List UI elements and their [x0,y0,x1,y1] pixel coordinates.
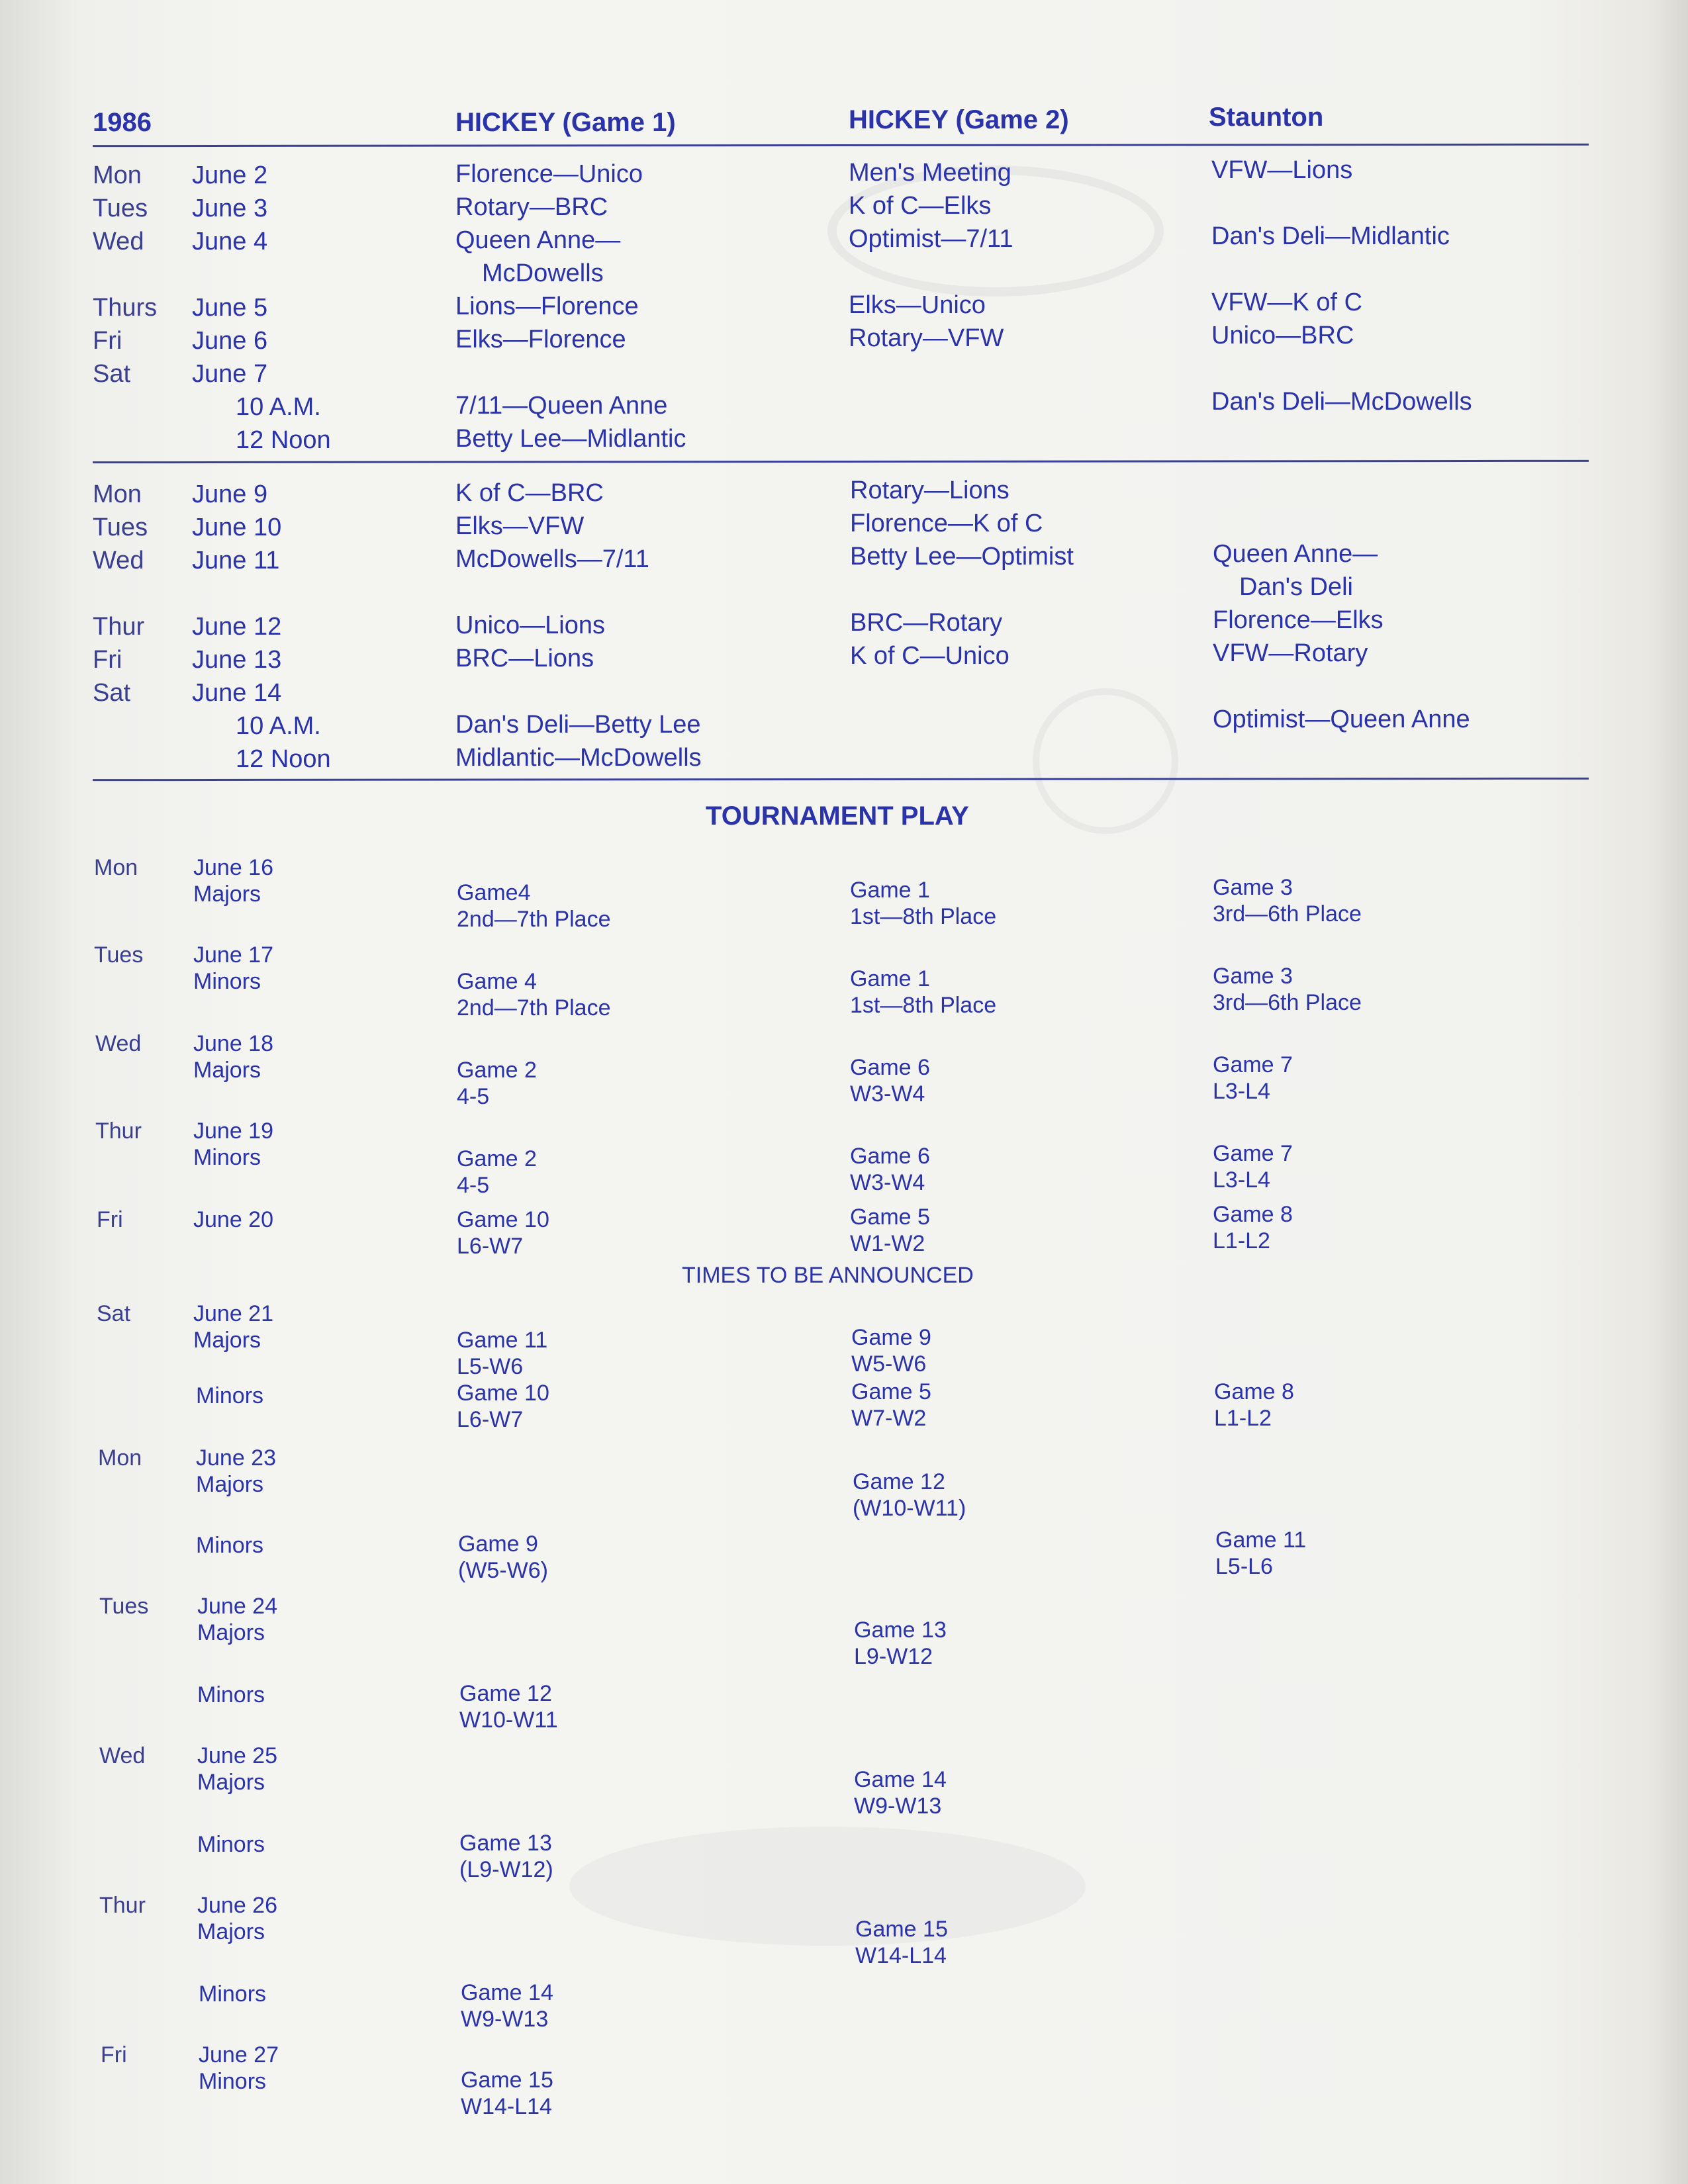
date-label: June 12 [192,613,282,641]
game-matchup: 1st—8th Place [850,993,997,1018]
game-number: Game 1 [850,878,930,903]
game-matchup-continued: Dan's Deli [1239,573,1353,601]
game-number: Game 14 [461,1980,553,2005]
date-label: June 2 [192,161,268,189]
game-matchup: K of C—BRC [455,479,604,507]
game-matchup: L3-L4 [1213,1167,1270,1193]
division-label: Majors [193,882,261,907]
day-label: Tues [93,514,148,541]
game-matchup: Midlantic—McDowells [455,744,702,772]
date-label: June 19 [193,1118,273,1144]
date-label: June 7 [192,360,268,388]
date-label: June 13 [192,646,282,674]
game-number: Game 11 [457,1328,548,1353]
game-number: Game4 [457,880,531,905]
game-time: 12 Noon [236,426,331,454]
game-matchup: L6-W7 [457,1234,524,1259]
game-matchup: 2nd—7th Place [457,907,611,932]
division-label: Majors [197,1770,265,1795]
day-label: Wed [93,547,144,574]
game-matchup: Florence—Elks [1213,606,1383,634]
game-matchup: Queen Anne— [1213,540,1378,568]
date-label: June 21 [193,1301,273,1326]
game-matchup: 2nd—7th Place [457,995,611,1021]
game-matchup: Unico—BRC [1211,322,1354,349]
day-label: Thur [93,613,145,641]
game-number: Game 2 [457,1058,537,1083]
date-label: June 26 [197,1893,277,1918]
game-matchup: Florence—Unico [455,160,643,188]
game-matchup: K of C—Unico [850,642,1009,670]
division-label: Majors [197,1919,265,1944]
division-label: Majors [196,1472,264,1497]
division-label: Minors [197,1832,265,1857]
game-matchup: Queen Anne— [455,226,621,254]
showthrough-shape [1033,688,1178,834]
game-number: Game 5 [851,1379,931,1404]
game-matchup: VFW—K of C [1211,289,1363,316]
date-label: June 25 [197,1743,277,1768]
game-number: Game 9 [458,1531,538,1557]
division-label: Minors [199,1981,267,2007]
column-header-hickey-game1: HICKEY (Game 1) [455,108,676,137]
day-label: Mon [93,480,142,508]
game-matchup: Betty Lee—Midlantic [455,425,686,453]
game-matchup: L9-W12 [854,1644,933,1669]
game-matchup: BRC—Rotary [850,609,1003,637]
game-number: Game 6 [850,1055,930,1080]
week-divider [93,778,1589,781]
game-matchup: L5-W6 [457,1354,524,1379]
day-label: Thur [99,1893,146,1918]
day-label: Mon [94,855,138,880]
date-label: June 14 [192,679,282,707]
game-matchup: Dan's Deli—Betty Lee [455,711,701,739]
week-divider [93,460,1589,463]
date-label: June 24 [197,1594,277,1619]
game-matchup: W3-W4 [850,1081,925,1107]
game-matchup: 3rd—6th Place [1213,901,1362,927]
game-time: 10 A.M. [236,393,321,421]
day-label: Tues [94,942,144,968]
game-number: Game 15 [461,2068,553,2093]
showthrough-shape [569,1827,1086,1946]
date-label: June 6 [192,327,268,355]
game-matchup: K of C—Elks [849,192,992,220]
game-matchup: W10-W11 [459,1707,558,1733]
game-matchup: W14-L14 [461,2094,552,2119]
game-number: Game 5 [850,1205,930,1230]
day-label: Sat [93,679,131,707]
game-matchup: L5-L6 [1215,1554,1273,1579]
game-number: Game 9 [851,1325,931,1350]
game-matchup: BRC—Lions [455,645,594,672]
day-label: Wed [95,1031,142,1056]
date-label: June 16 [193,855,273,880]
division-label: Minors [196,1383,264,1408]
game-matchup: W3-W4 [850,1170,925,1195]
game-number: Game 11 [1215,1527,1307,1553]
game-number: Game 8 [1213,1202,1293,1227]
game-matchup: (L9-W12) [459,1857,553,1882]
game-number: Game 8 [1214,1379,1294,1404]
game-matchup: Florence—K of C [850,510,1043,537]
game-matchup: L1-L2 [1213,1228,1270,1253]
day-label: Mon [93,161,142,189]
date-label: June 23 [196,1445,276,1471]
year-heading: 1986 [93,108,152,137]
game-matchup: Elks—Florence [455,326,626,353]
game-matchup: Rotary—VFW [849,324,1004,352]
division-label: Majors [197,1620,265,1645]
game-matchup: L3-L4 [1213,1079,1270,1104]
game-number: Game 7 [1213,1141,1293,1166]
date-label: June 11 [192,547,280,574]
day-label: Wed [93,228,144,255]
game-number: Game 14 [854,1767,947,1792]
day-label: Mon [98,1445,142,1471]
column-header-hickey-game2: HICKEY (Game 2) [849,105,1069,134]
game-number: Game 3 [1213,875,1293,900]
date-label: June 3 [192,195,268,222]
game-matchup: (W5-W6) [458,1558,548,1583]
game-matchup: Men's Meeting [849,159,1011,187]
day-label: Tues [99,1594,149,1619]
date-label: June 9 [192,480,268,508]
game-time: 12 Noon [236,745,331,773]
division-label: Majors [193,1058,261,1083]
game-matchup: Rotary—BRC [455,193,608,221]
date-label: June 18 [193,1031,273,1056]
division-label: Minors [193,969,261,994]
game-number: Game 4 [457,969,537,994]
game-number: Game 7 [1213,1052,1293,1077]
game-matchup: W5-W6 [851,1351,927,1377]
game-matchup: Betty Lee—Optimist [850,543,1074,570]
game-matchup: McDowells—7/11 [455,545,649,573]
day-label: Tues [93,195,148,222]
day-label: Thur [95,1118,142,1144]
game-matchup: Lions—Florence [455,293,639,320]
division-label: Minors [197,1682,265,1707]
game-matchup: 4-5 [457,1173,490,1198]
date-label: June 5 [192,294,268,322]
day-label: Sat [97,1301,131,1326]
day-label: Wed [99,1743,146,1768]
game-matchup: Dan's Deli—McDowells [1211,388,1472,416]
division-label: Minors [196,1533,264,1558]
day-label: Fri [93,646,122,674]
game-matchup: Dan's Deli—Midlantic [1211,222,1450,250]
game-number: Game 13 [854,1617,947,1643]
game-matchup: W14-L14 [855,1943,947,1968]
game-matchup: 3rd—6th Place [1213,990,1362,1015]
day-label: Thurs [93,294,158,322]
game-matchup: 7/11—Queen Anne [455,392,668,420]
game-matchup: VFW—Rotary [1213,639,1368,667]
game-time: 10 A.M. [236,712,321,740]
game-matchup: Optimist—7/11 [849,225,1013,253]
column-header-staunton: Staunton [1209,103,1324,132]
game-matchup: W1-W2 [850,1231,925,1256]
game-number: Game 2 [457,1146,537,1171]
game-matchup: 4-5 [457,1084,490,1109]
game-number: Game 1 [850,966,930,991]
date-label: June 4 [192,228,268,255]
date-label: June 20 [193,1207,273,1232]
game-number: Game 15 [855,1917,948,1942]
day-label: Fri [97,1207,123,1232]
division-label: Minors [193,1145,261,1170]
game-matchup: W7-W2 [851,1406,927,1431]
game-matchup: L1-L2 [1214,1406,1272,1431]
division-label: Minors [199,2069,267,2094]
game-number: Game 10 [457,1381,549,1406]
game-matchup: Unico—Lions [455,612,605,639]
game-number: Game 6 [850,1144,930,1169]
tournament-title: TOURNAMENT PLAY [706,801,969,831]
game-matchup: Rotary—Lions [850,477,1009,504]
game-number: Game 3 [1213,964,1293,989]
date-label: June 10 [192,514,282,541]
date-label: June 27 [199,2042,279,2068]
day-label: Sat [93,360,131,388]
division-label: Majors [193,1328,261,1353]
header-divider [93,144,1589,147]
game-matchup: W9-W13 [461,2007,549,2032]
game-matchup: Optimist—Queen Anne [1213,705,1470,733]
game-matchup: (W10-W11) [853,1496,966,1521]
game-matchup-continued: McDowells [482,259,604,287]
day-label: Fri [101,2042,127,2068]
times-announcement: TIMES TO BE ANNOUNCED [682,1263,974,1288]
day-label: Fri [93,327,122,355]
game-matchup: Elks—VFW [455,512,585,540]
date-label: June 17 [193,942,273,968]
game-matchup: L6-W7 [457,1407,524,1432]
game-matchup: Elks—Unico [849,291,986,319]
game-matchup: W9-W13 [854,1794,942,1819]
game-matchup: VFW—Lions [1211,156,1353,184]
game-number: Game 10 [457,1207,549,1232]
game-number: Game 12 [853,1469,945,1494]
game-number: Game 13 [459,1831,552,1856]
game-matchup: 1st—8th Place [850,904,997,929]
game-number: Game 12 [459,1681,552,1706]
